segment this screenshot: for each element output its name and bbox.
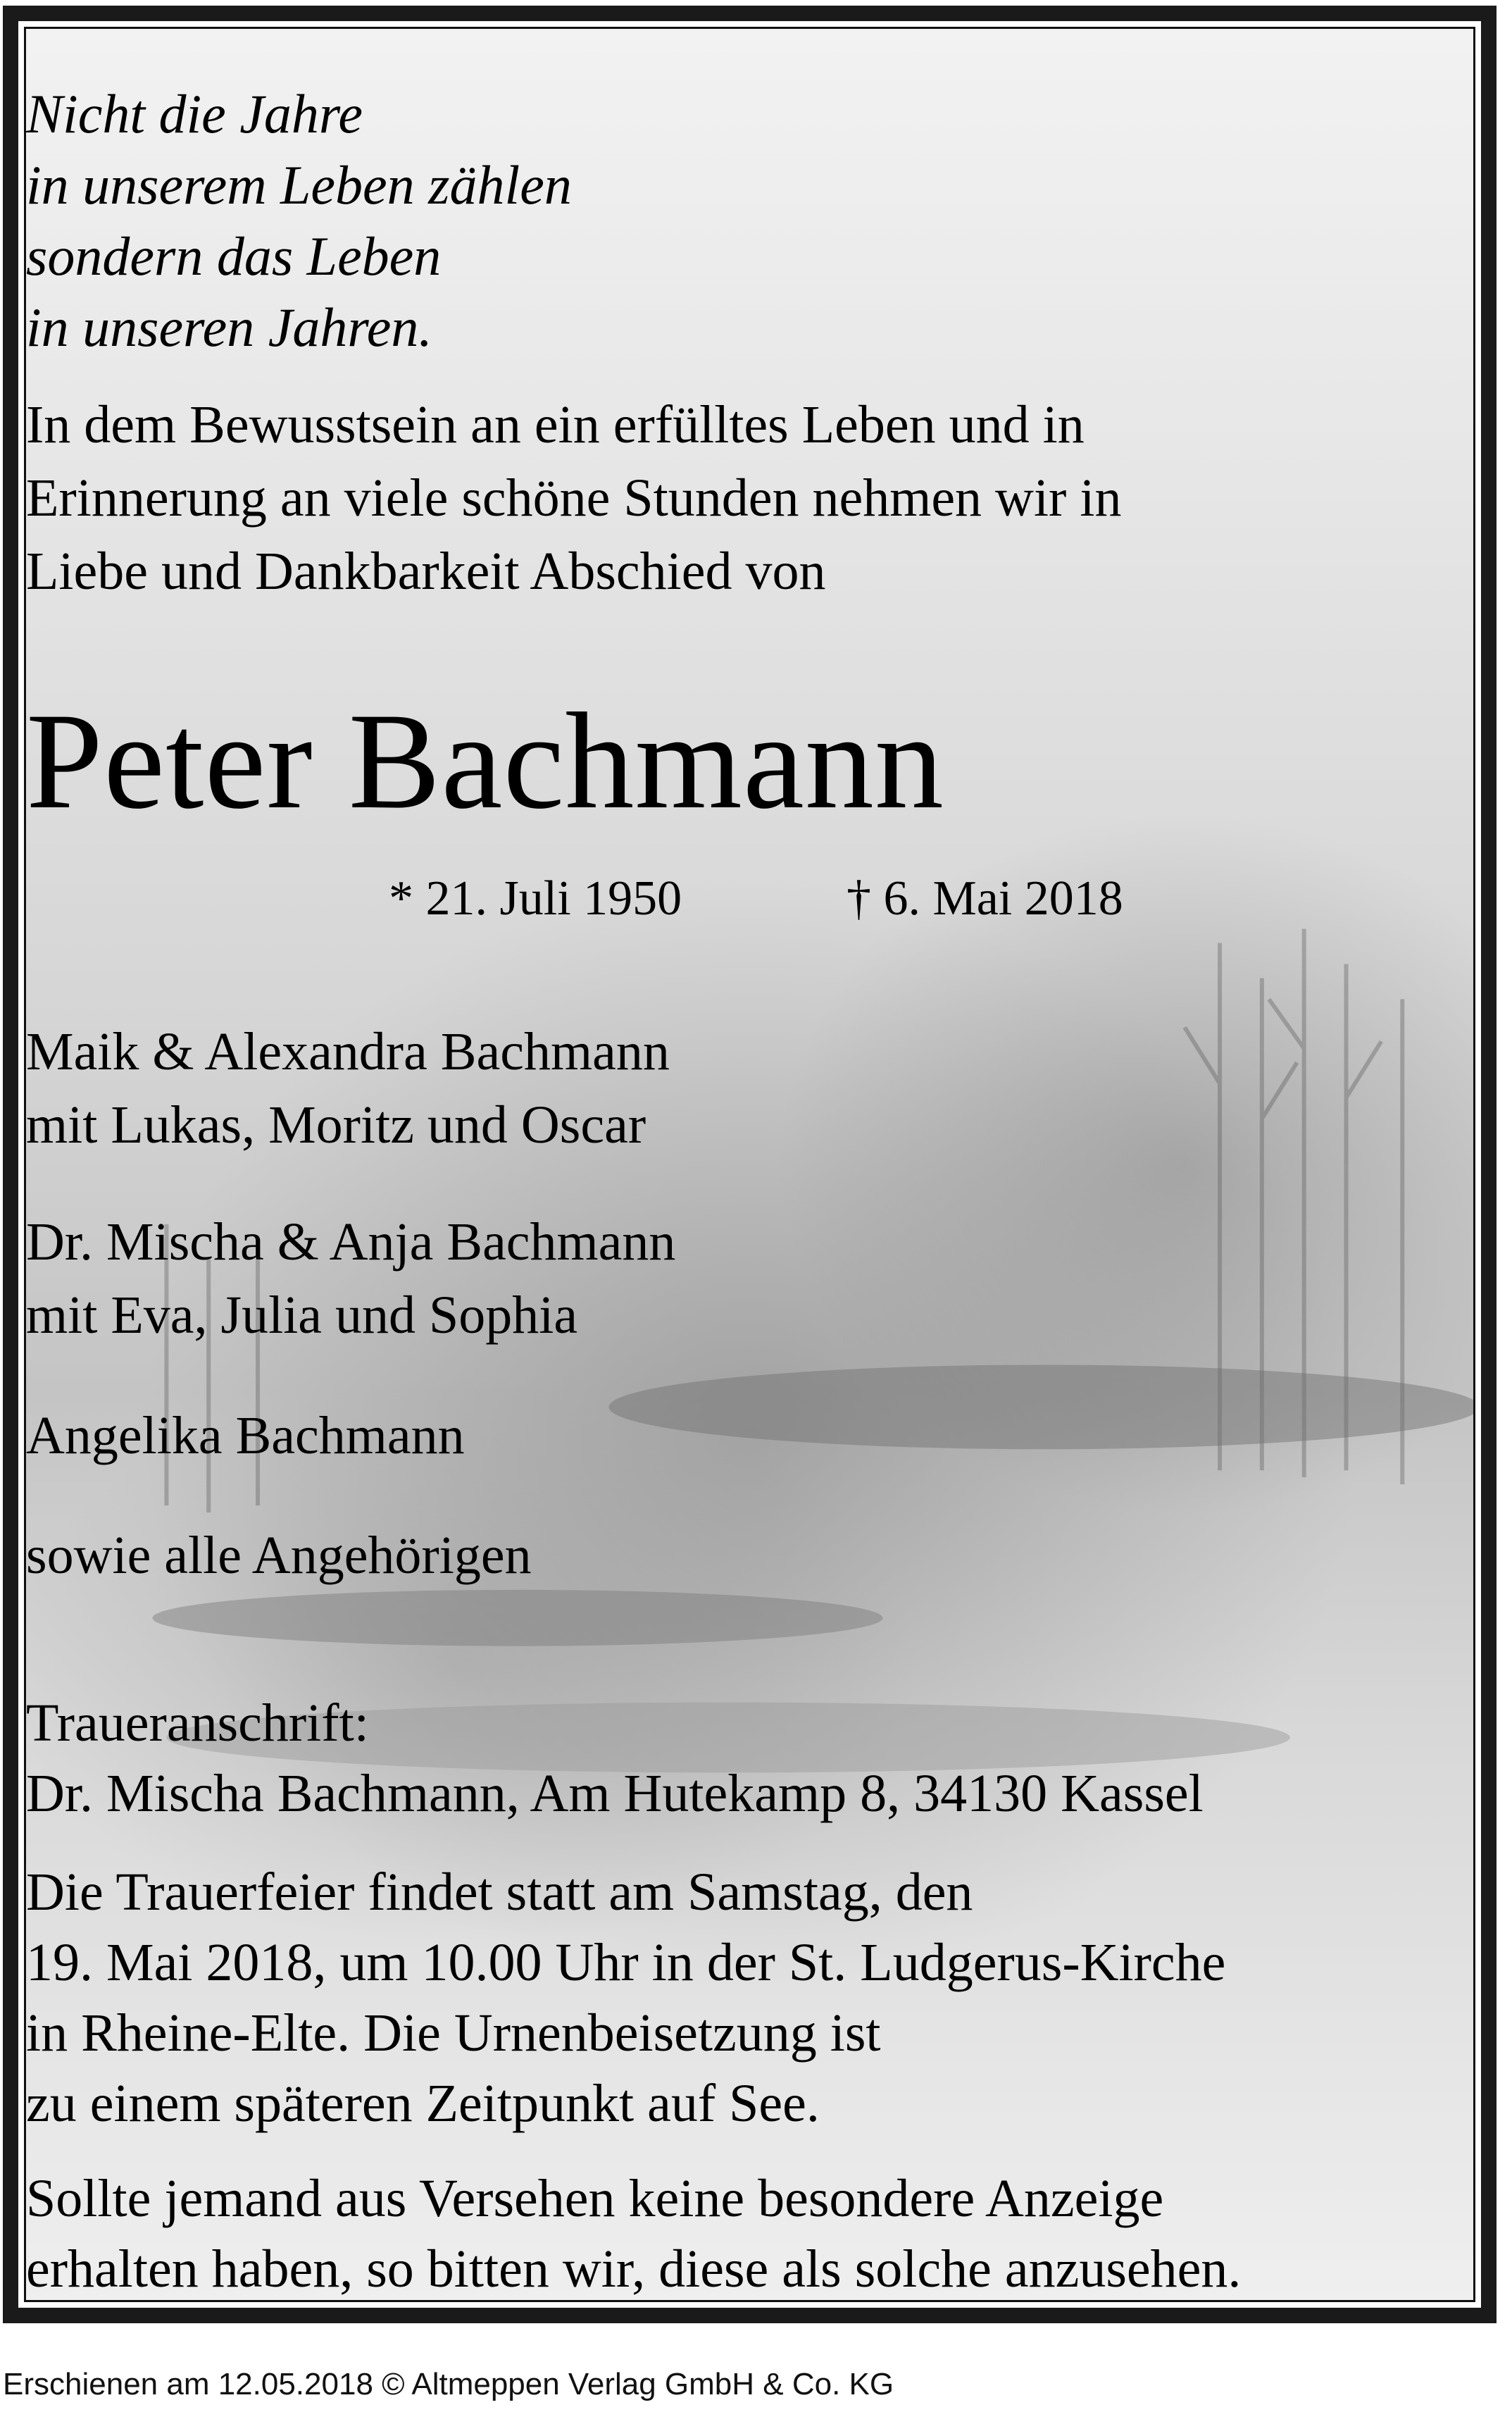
family-line: Maik & Alexandra Bachmann: [26, 1022, 670, 1081]
motto-line: sondern das Leben: [26, 225, 442, 287]
motto-line: in unseren Jahren.: [26, 297, 432, 358]
notice-line: Sollte jemand aus Versehen keine besondere Anzeige: [26, 2169, 1164, 2228]
family-line: sowie alle Angehörigen: [26, 1526, 532, 1585]
frame-inner-border: [18, 21, 1481, 2308]
address-label: Traueranschrift:: [26, 1693, 369, 1753]
notice-line: erhalten haben, so bitten wir, diese als solche anzusehen.: [26, 2239, 1242, 2299]
family-line: Dr. Mischa & Anja Bachmann: [26, 1212, 676, 1272]
family-group: [26, 1205, 1473, 1352]
family-group: [26, 1519, 1473, 1592]
ceremony-line: 19. Mai 2018, um 10.00 Uhr in der St. Ludgerus-Kirche: [26, 1933, 1226, 1992]
publication-footer: Erschienen am 12.05.2018 © Altmeppen Verlag GmbH & Co. KG: [3, 2367, 894, 2401]
family-group: [26, 1015, 1473, 1162]
ceremony-line: zu einem späteren Zeitpunkt auf See.: [26, 2074, 820, 2133]
ceremony-info: [26, 1857, 1473, 2139]
family-line: Angelika Bachmann: [26, 1406, 465, 1465]
mourning-address: [26, 1688, 1473, 1829]
deceased-name: Peter Bachmann: [26, 685, 944, 838]
obituary-panel: [24, 27, 1475, 2302]
intro-line: Erinnerung an viele schöne Stunden nehmen wir in: [26, 468, 1122, 528]
address-value: Dr. Mischa Bachmann, Am Hutekamp 8, 34130 Kassel: [26, 1764, 1204, 1823]
family-line: mit Lukas, Moritz und Oscar: [26, 1095, 646, 1155]
obituary-frame: [3, 6, 1497, 2323]
birth-date: * 21. Juli 1950: [389, 871, 682, 926]
motto-line: in unserem Leben zählen: [26, 154, 572, 216]
closing-notice: [26, 2163, 1473, 2302]
death-date: † 6. Mai 2018: [846, 871, 1123, 926]
intro-line: In dem Bewusstsein an ein erfülltes Leben und in: [26, 395, 1085, 454]
intro-line: Liebe und Dankbarkeit Abschied von: [26, 542, 826, 601]
ceremony-line: Die Trauerfeier findet statt am Samstag, den: [26, 1863, 973, 1922]
ceremony-line: in Rheine-Elte. Die Urnenbeisetzung ist: [26, 2003, 881, 2063]
motto-line: Nicht die Jahre: [26, 83, 363, 144]
motto-verse: [26, 78, 1473, 363]
family-group: [26, 1399, 1473, 1472]
family-line: mit Eva, Julia und Sophia: [26, 1286, 578, 1345]
intro-text: [26, 388, 1473, 608]
